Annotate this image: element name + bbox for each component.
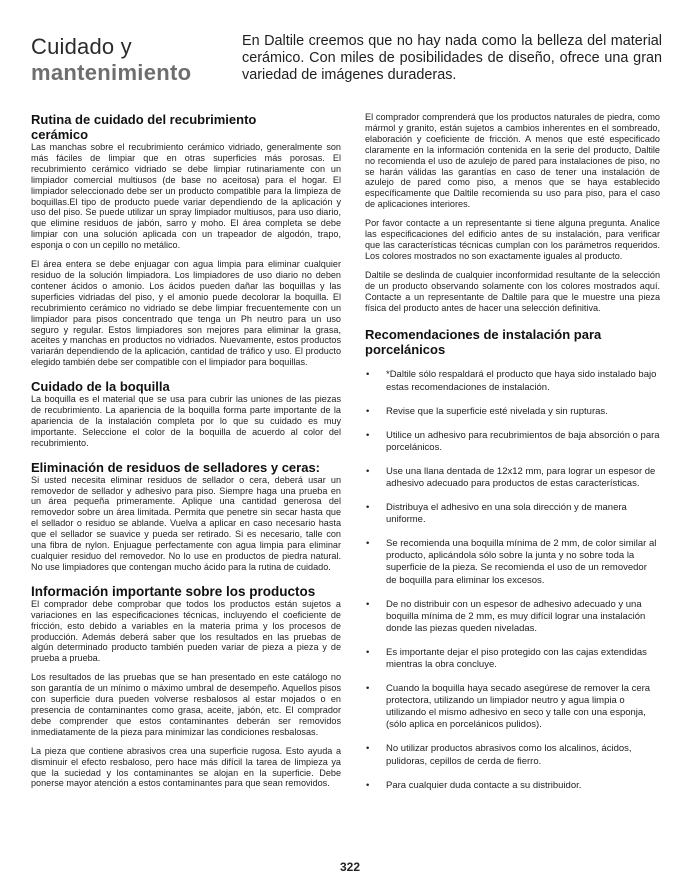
list-item xyxy=(365,369,660,393)
list-item-text: Revise que la superficie esté nivelada y sin rupturas. xyxy=(386,405,608,417)
paragraph: El comprador debe comprobar que todos los productos están sujetos a variaciones en las especificaciones técnicas, incluyendo el coeficiente de fricción, esto debido a variables en la materia prima y los procesos de producción. Además deberá saber que los resultados en las pruebas de algún determinado producto también pueden variar de pieza a pieza y de prueba a prueba. xyxy=(31,598,341,664)
paragraph: El comprador comprenderá que los productos naturales de piedra, como mármol y granito, están sujetos a cambios inherentes en el sombreado, elaboración y coeficiente de fricción. A menos que esté especificado claramente en la información contenida en la serie del producto, Daltile no recomienda el uso de azulejo de pared para instalaciones de piso, no se harán válidas las garantías en caso de tener una instalación de azulejo de pared como piso, a menos que se haya establecido específicamente que Daltile recomienda su uso para piso, para el caso de aplicaciones interiores. xyxy=(365,112,660,210)
list-item xyxy=(365,538,660,586)
bullet-icon: • xyxy=(366,743,370,755)
paragraph: La boquilla es el material que se usa para cubrir las uniones de las piezas de recubrimiento. La apariencia de la boquilla forma parte importante de la apariencia de la instalación completa por lo que su cuidado es muy importante. Seleccione el color de la boquilla de acuerdo al color del recubrimiento. xyxy=(31,394,341,448)
list-item xyxy=(365,502,660,526)
right-column xyxy=(365,112,660,804)
paragraph: Si usted necesita eliminar residuos de sellador o cera, deberá usar un removedor de sellador y adhesivo para piso. Siempre haga una prueba en un área pequeña primeramente. Aplique una cantidad generosa del removedor sobre un área limitada. Permita que penetre sin secar hasta que el sellador o residuo se ablande. Vuelva a aplicar en caso necesario hasta que el sellador se suavice y pueda ser retirado. Si es necesario, talle con una fibra de nylon. Enjuague perfectamente con agua limpia para eliminar cualquier residuo del removedor. No lo use en productos de piedra natural. No use limpiadores que contengan mucho ácido para la rutina de cuidado. xyxy=(31,474,341,572)
paragraph: Los resultados de las pruebas que se han presentado en este catálogo no son garantía de un mínimo o máximo umbral de desempeño. Aquellos pisos con superficie dura pueden volverse resbalosos al estar mojados o en presencia de contaminantes como grasa, aceite, jabón, etc. El comprador debe comprender que estos contaminantes deberán ser removidos inmediatamente de la pieza para minimizar las condiciones resbalosas. xyxy=(31,672,341,737)
list-item-text: Use una llana dentada de 12x12 mm, para lograr un espesor de adhesivo adecuado para productos de estas características. xyxy=(386,465,656,489)
list-item-text: De no distribuir con un espesor de adhesivo adecuado y una boquilla mínima de 2 mm, es muy difícil lograr una instalación donde las piezas queden niveladas. xyxy=(386,598,646,634)
list-item xyxy=(365,647,660,671)
section-heading-residuos: Eliminación de residuos de selladores y ceras: xyxy=(31,459,321,475)
bullet-icon: • xyxy=(366,538,370,550)
section-heading-boquilla: Cuidado de la boquilla xyxy=(31,379,170,395)
left-column xyxy=(31,112,341,789)
list-item xyxy=(365,599,660,635)
title-line-1: Cuidado y xyxy=(31,34,132,59)
list-item xyxy=(365,780,660,792)
list-item-text: Para cualquier duda contacte a su distribuidor. xyxy=(386,779,582,791)
list-item xyxy=(365,683,660,731)
bullet-icon: • xyxy=(366,502,370,514)
bullet-icon: • xyxy=(366,405,370,417)
list-item-text: Distribuya el adhesivo en una sola dirección y de manera uniforme. xyxy=(386,502,627,526)
list-item-text: *Daltile sólo respaldará el producto que haya sido instalado bajo estas recomendaciones de instalación. xyxy=(386,369,657,393)
paragraph: Daltile se deslinda de cualquier inconformidad resultante de la selección de un producto observando solamente con los colores mostrados aquí. Contacte a un representante de Daltile para que le muestre una pieza física del producto antes de hacer una selección definitiva. xyxy=(365,269,660,313)
list-item xyxy=(365,406,660,418)
bullet-icon: • xyxy=(366,598,370,610)
list-item-text: No utilizar productos abrasivos como los alcalinos, ácidos, pulidoras, cepillos de cerda de fierro. xyxy=(386,743,632,767)
paragraph: Las manchas sobre el recubrimiento cerámico vidriado, generalmente son más fáciles de limpiar que en otras superficies más porosas. El recubrimiento cerámico vidriado se debe limpiar rutinariamente con un limpiador comercial multiusos (de base no aceitosa) para el hogar. El limpiador seleccionado debe ser un producto compatible para la limpieza de boquillas.El tipo de producto puede variar dependiendo de la aplicación y uso del piso. Se puede utilizar un spray limpiador multiusos, para uso diario, que elimine residuos de jabón, sarro y moho. El área completa se debe limpiar con una solución aplicada con un trapeador de algodón, trapo, esponja o con un cepillo no metálico. xyxy=(31,142,341,251)
page-title xyxy=(31,34,231,86)
list-item-text: Utilice un adhesivo para recubrimientos de baja absorción o para porcelánicos. xyxy=(386,429,660,453)
paragraph: La pieza que contiene abrasivos crea una superficie rugosa. Esto ayuda a disminuir el efecto resbaloso, pero hace más difícil la tarea de limpieza ya que la suciedad y los contaminantes se alojan en la superficie. Debe ponerse mayor atención a estos contaminantes para que sean removidos. xyxy=(31,745,341,789)
section-heading-informacion: Información importante sobre los productos xyxy=(31,583,316,599)
bullet-icon: • xyxy=(366,779,370,791)
list-item-text: Es importante dejar el piso protegido con las cajas extendidas mientras la obra concluye. xyxy=(386,646,647,670)
recommendations-list xyxy=(365,369,660,791)
intro-text: En Daltile creemos que no hay nada como la belleza del material cerámico. Con miles de posibilidades de diseño, ofrece una gran variedad de imágenes duraderas. xyxy=(242,33,662,83)
bullet-icon: • xyxy=(366,429,370,441)
list-item xyxy=(365,466,660,490)
section-heading-rutina: Rutina de cuidado del recubrimiento cerámico xyxy=(31,112,257,142)
bullet-icon: • xyxy=(366,683,370,695)
paragraph: Por favor contacte a un representante si tiene alguna pregunta. Analice las especificaciones del edificio antes de su instalación, para verificar que las características técnicas cumplan con los parámetros requeridos. Los colores mostrados no son exactamente iguales al producto. xyxy=(365,218,660,261)
page-number: 322 xyxy=(339,860,361,874)
paragraph: El área entera se debe enjuagar con agua limpia para eliminar cualquier residuo de la solución limpiadora. Los limpiadores de uso diario no deben contener ácidos o amonio. Los ácidos pueden dañar las boquillas y las superficies vidriadas del piso, y el amonio puede decolorar la boquilla. El recubrimiento cerámico no vidriado se debe limpiar frecuentemente con un limpiador para pisos concentrado que tenga un Ph neutro para un uso seguro y regular. Estos limpiadores son mejores para eliminar la grasa, aceites y manchas en productos no vidriados. Nuevamente, estos productos variarán dependiendo de la aplicación, cantidad de tráfico y uso. El producto elegido también debe ser compatible con el limpiador para boquillas. xyxy=(31,259,341,368)
bullet-icon: • xyxy=(366,465,370,477)
list-item-text: Cuando la boquilla haya secado asegúrese de remover la cera protectora, utilizando un limpiador neutro y agua limpia o utilizando el mismo adhesivo en seco y talle con una esponja, (sólo aplica en porcelánicos pulidos). xyxy=(386,683,651,731)
section-heading-recomendaciones: Recomendaciones de instalación para porcelánicos xyxy=(365,327,602,358)
bullet-icon: • xyxy=(366,369,370,381)
list-item xyxy=(365,743,660,767)
bullet-icon: • xyxy=(366,646,370,658)
title-line-2: mantenimiento xyxy=(31,60,192,85)
list-item-text: Se recomienda una boquilla mínima de 2 mm, de color similar al producto, aplicándola sólo sobre la junta y no sobre toda la superficie de la pieza. Se recomienda el uso de un removedor de boquilla para eliminar los excesos. xyxy=(386,538,657,586)
list-item xyxy=(365,430,660,454)
